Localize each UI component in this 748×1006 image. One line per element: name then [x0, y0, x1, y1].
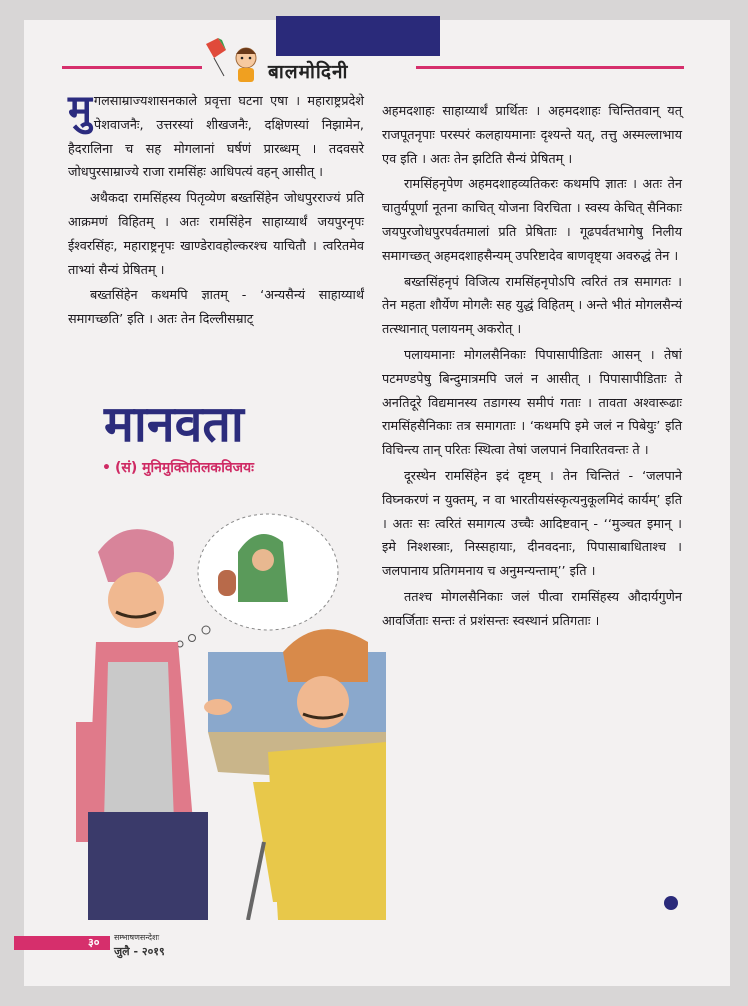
paragraph: अहमदशाहः साहाय्यार्थं प्रार्थितः । अहमदशाहः चिन्तितवान् यत् राजपूतनृपाः परस्परं कलहायमानाः दृश्यन्ते यत्, तत्तु अस्मल्लाभाय एव इति । अतः तेन झटिति सैन्यं प्रेषितम् । [382, 104, 682, 167]
paragraph: पलायमानाः मोगलसैनिकाः पिपासापीडिताः आसन् । तेषां पटमण्डपेषु बिन्दुमात्रमपि जलं न आसीत् । पिपासापीडिताः ते अनतिदूरे विद्यमानस्य तडागस्य समीपं गताः । तावता अश्वारूढाः रामसिंहसैनिकाः तत्र समागताः । ‘कथमपि इमे जलं न पिबेयुः’ इति विचिन्त्य तान् परितः स्थित्वा तेषां जलपानं निवारितवन्तः ते । [382, 347, 682, 459]
header-rule-left [62, 66, 202, 69]
page-number: ३० [88, 936, 100, 949]
header-rule-right [416, 66, 684, 69]
paragraph: बख्तसिंहनृपं विजित्य रामसिंहनृपोऽपि त्वरितं तत्र समागतः । तेन महता शौर्येण मोगलैः सह युद्धं विहितम् । अन्ते भीतं मोगलसैन्यं तत्स्थानात् पलायनम् अकरोत् । [382, 274, 682, 338]
article-title: मानवता [104, 395, 244, 453]
left-column [68, 87, 364, 334]
drop-cap: मु [68, 87, 92, 133]
paragraph: मुगलसाम्राज्यशासनकाले प्रवृत्ता घटना एषा । महाराष्ट्रप्रदेशे पेशवाजनैः, उत्तरस्यां शीखजनैः, दक्षिणस्यां निझामेन, हैदरालिना च सह मोगलानां घर्षणं प्रारब्धम् । तदवसरे जोधपुरसाम्राज्ये राजा रामसिंहः आधिपत्यं वहन् आसीत् । [68, 87, 364, 181]
paragraph: बख्तसिंहेन कथमपि ज्ञातम् - ‘अन्यसैन्यं साहाय्यार्थं समागच्छति’ इति । अतः तेन दिल्लीसम्राट् [68, 288, 364, 328]
section-title: बालमोदिनी [268, 61, 349, 83]
paragraph: दूरस्थेन रामसिंहेन इदं दृष्टम् । तेन चिन्तितं - ‘जलपाने विघ्नकरणं न युक्तम्, न वा भारतीयसंस्कृत्यनुकूलमिदं कार्यम्’ इति । अतः सः त्वरितं समागत्य उच्चैः आदिष्टवान् - ‘‘मुञ्चत इमान् । इमे निश्शस्त्राः, निस्सहायाः, दीनवदनाः, पिपासाबाधिताश्च । जलपानाय प्रतिगमनाय च अनुमन्यन्ताम्’’ इति । [382, 468, 682, 580]
kite-child-icon [196, 36, 266, 86]
right-column [382, 100, 682, 636]
magazine-name: सम्भाषणसन्देशः [114, 933, 160, 942]
author-byline: • (सं) मुनिमुक्तितिलकविजयः [102, 460, 254, 476]
paragraph: ततश्च मोगलसैनिकाः जलं पीत्वा रामसिंहस्य औदार्यगुणेन आवर्जिताः सन्तः तं प्रशंसन्तः स्वस्थानं प्रतिगताः । [382, 589, 682, 629]
paragraph: रामसिंहनृपेण अहमदशाहव्यतिकरः कथमपि ज्ञातः । अतः तेन चातुर्यपूर्णा नूतना काचित् योजना विरचिता । स्वस्य केचित् सैनिकाः जयपुरजोधपुरपर्वतमालां प्रति प्रेषिताः । गूढपर्वतभागेषु निलीय समागच्छत् अहमदशाहसैन्यम् उपरिष्टादेव बाणवृष्ट्या अवरुद्धं तेन । [382, 177, 682, 264]
issue-date: जुलै - २०१९ [114, 945, 165, 958]
paragraph: अथैकदा रामसिंहस्य पितृव्येण बख्तसिंहेन जोधपुरराज्यं प्रति आक्रमणं विहितम् । अतः रामसिंहेन साहाय्यार्थं जयपुरनृपः ईश्वरसिंहः, महाराष्ट्रनृपः खाण्डेरावहोल्करश्च याचितौ । त्वरितमेव ताभ्यां सैन्यं प्रेषितम् । [68, 191, 364, 278]
end-mark [664, 896, 678, 910]
header-tab [276, 16, 440, 56]
story-illustration [68, 482, 386, 920]
bullet-icon: • [102, 460, 111, 476]
